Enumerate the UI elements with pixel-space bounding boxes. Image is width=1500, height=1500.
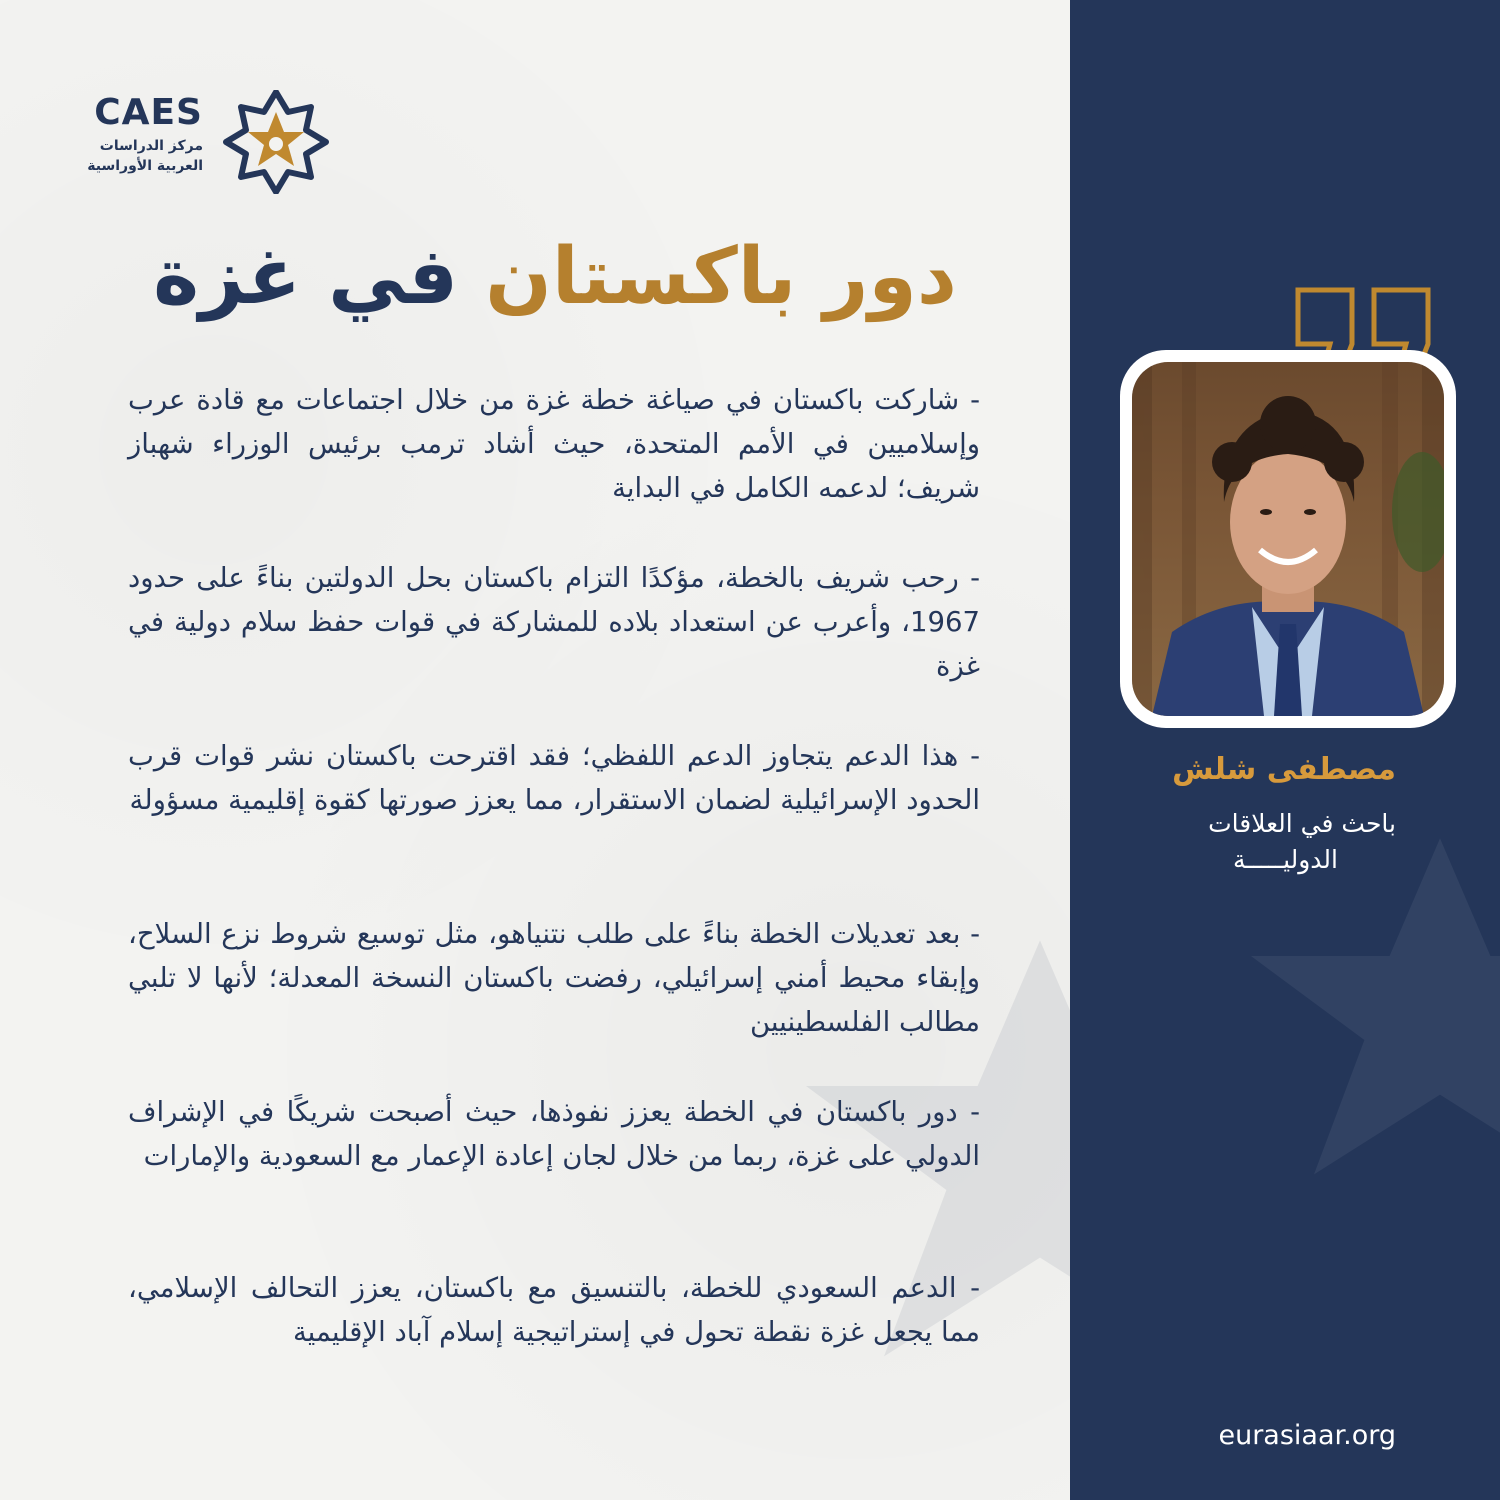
bullet-paragraph-5: - دور باكستان في الخطة يعزز نفوذها، حيث أصبحت شريكًا في الإشراف الدولي على غزة، ربما من خلال لجان إعادة الإعمار مع السعودية والإمارات	[128, 1096, 980, 1172]
bullet-paragraph-6: - الدعم السعودي للخطة، بالتنسيق مع باكستان، يعزز التحالف الإسلامي، مما يجعل غزة نقطة تحول في إستراتيجية إسلام آباد الإقليمية	[128, 1272, 980, 1348]
author-photo	[1132, 362, 1444, 716]
bullet-paragraph-1: - شاركت باكستان في صياغة خطة غزة من خلال اجتماعات مع قادة عرب وإسلاميين في الأمم المتحدة، حيث أشاد ترمب برئيس الوزراء شهباز شريف؛ لدعمه الكامل في البداية	[128, 384, 980, 504]
author-role-line1: باحث في العلاقات	[1208, 809, 1396, 838]
side-panel	[1070, 0, 1500, 1500]
octagram-star-icon	[214, 90, 338, 194]
logo-name-line1: مركز الدراسات	[99, 138, 203, 154]
author-role-line2: الدوليـــــة	[1233, 845, 1338, 874]
author-role	[1100, 806, 1396, 878]
title-part-1: دور باكستان	[485, 232, 957, 322]
caes-logo	[78, 90, 348, 200]
bullet-paragraph-4: - بعد تعديلات الخطة بناءً على طلب نتنياهو، مثل توسيع شروط نزع السلاح، وإبقاء محيط أمني إسرائيلي، رفضت باكستان النسخة المعدلة؛ لأنها لا تلبي مطالب الفلسطينيين	[128, 918, 980, 1038]
bullet-paragraph-2: - رحب شريف بالخطة، مؤكدًا التزام باكستان بحل الدولتين بناءً على حدود 1967، وأعرب عن استعداد بلاده للمشاركة في قوات حفظ سلام دولية في غزة	[128, 562, 980, 682]
logo-abbreviation: CAES	[94, 92, 203, 133]
page-title	[130, 222, 980, 332]
bullet-paragraph-3: - هذا الدعم يتجاوز الدعم اللفظي؛ فقد اقترحت باكستان نشر قوات قرب الحدود الإسرائيلية لضمان الاستقرار، مما يعزز صورتها كقوة إقليمية مسؤولة	[128, 740, 980, 816]
logo-name-line2: العربية الأوراسية	[87, 158, 203, 174]
author-portrait-icon	[1132, 362, 1444, 716]
title-part-2: في غزة	[153, 232, 459, 322]
panel-star-watermark-icon	[1230, 830, 1500, 1250]
author-name: مصطفى شلش	[1172, 752, 1396, 787]
author-photo-frame	[1120, 350, 1456, 728]
website-link[interactable]: eurasiaar.org	[1218, 1420, 1396, 1451]
